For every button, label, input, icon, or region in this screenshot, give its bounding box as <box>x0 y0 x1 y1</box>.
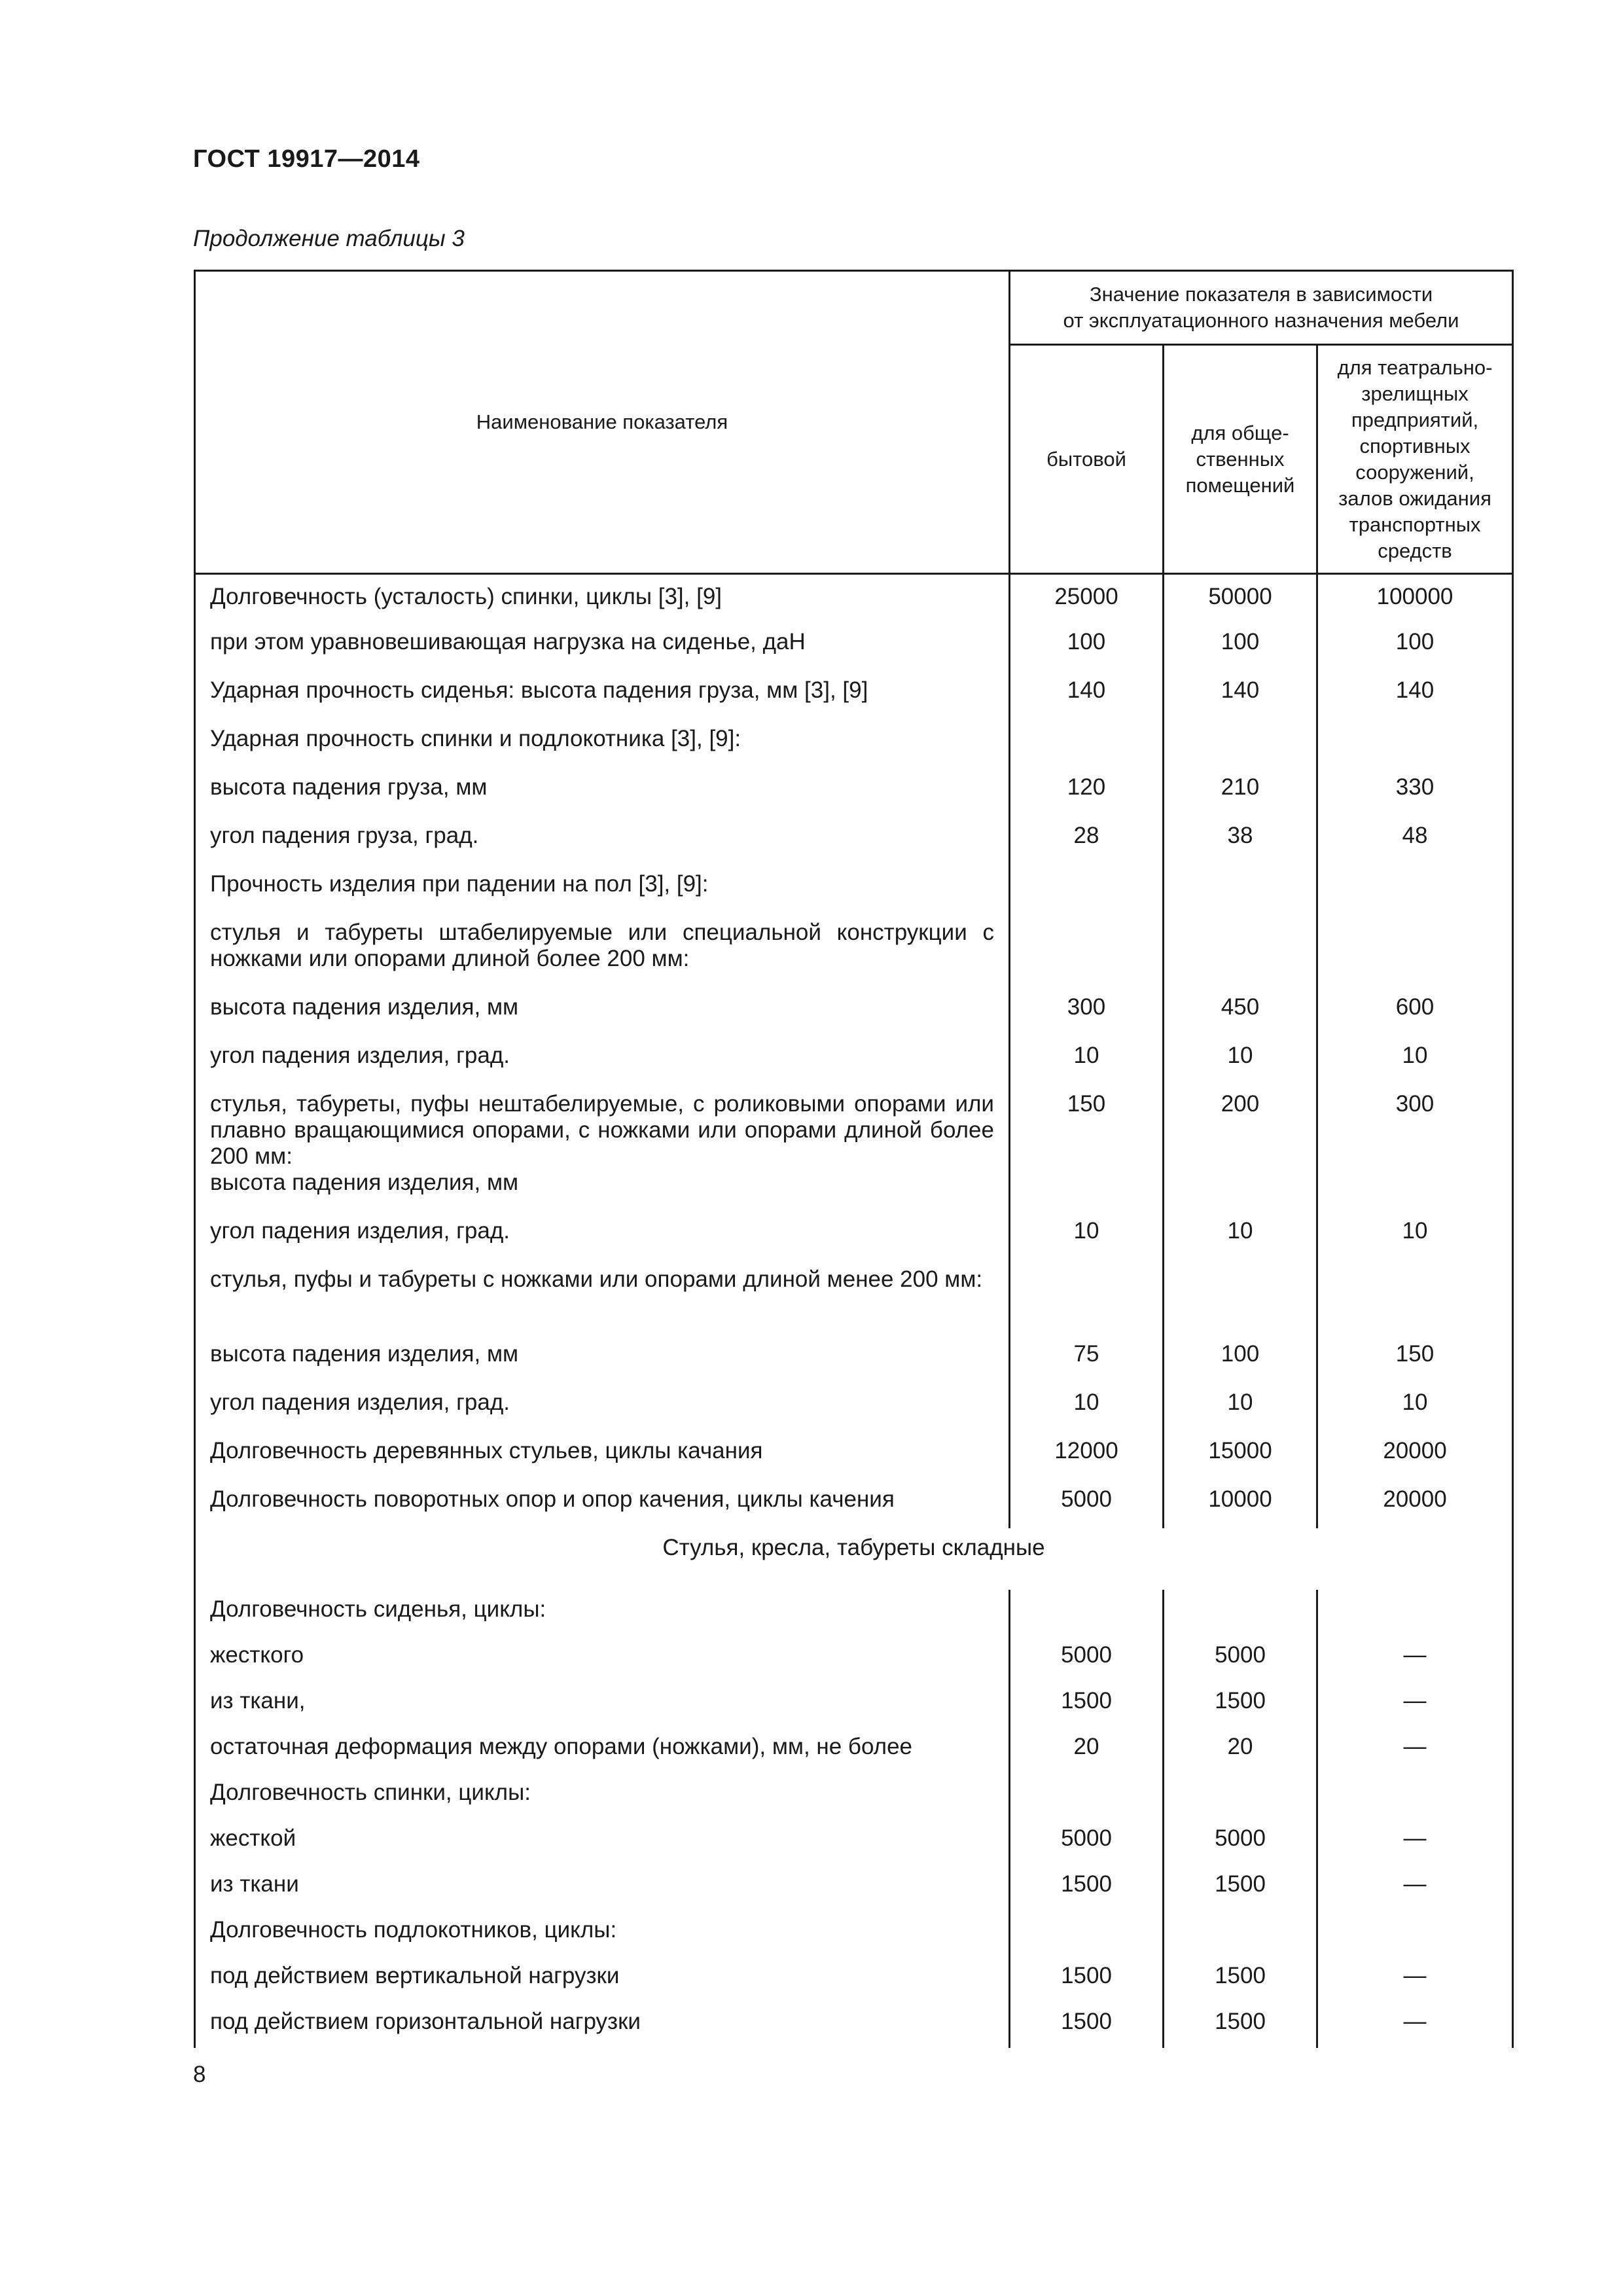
row-value-public: 10 <box>1164 1036 1317 1085</box>
header-line: ственных <box>1196 447 1285 471</box>
table-row <box>195 574 1513 622</box>
row-value-household <box>1010 1260 1164 1335</box>
row-value-public: 10000 <box>1164 1480 1317 1528</box>
row-value-public: 100 <box>1164 622 1317 671</box>
document-title: ГОСТ 19917—2014 <box>193 145 420 173</box>
row-value-household: 10 <box>1010 1036 1164 1085</box>
row-value-theaters: 100000 <box>1317 574 1513 622</box>
row-value-theaters <box>1317 1260 1513 1335</box>
row-name: под действием вертикальной нагрузки <box>195 1956 1010 2002</box>
row-value-household: 1500 <box>1010 1681 1164 1727</box>
row-value-theaters <box>1317 1910 1513 1956</box>
row-name: из ткани, <box>195 1681 1010 1727</box>
row-value-theaters: — <box>1317 1727 1513 1773</box>
row-value-theaters: 150 <box>1317 1335 1513 1383</box>
row-name-part: высота падения изделия, мм <box>210 1169 519 1195</box>
table-row <box>195 1335 1513 1383</box>
row-value-household: 150 <box>1010 1085 1164 1211</box>
row-name: угол падения изделия, град. <box>195 1036 1010 1085</box>
row-value-theaters: — <box>1317 1956 1513 2002</box>
row-value-theaters: 10 <box>1317 1211 1513 1260</box>
row-value-public: 100 <box>1164 1335 1317 1383</box>
row-value-public <box>1164 913 1317 988</box>
table-row <box>195 1910 1513 1956</box>
table-row <box>195 1480 1513 1528</box>
row-value-public: 50000 <box>1164 574 1317 622</box>
table-row <box>195 1636 1513 1681</box>
row-value-theaters: — <box>1317 1865 1513 1910</box>
row-value-theaters: 20000 <box>1317 1480 1513 1528</box>
table-row <box>195 988 1513 1036</box>
row-name: Долговечность поворотных опор и опор качения, циклы качения <box>195 1480 1010 1528</box>
table-row <box>195 1681 1513 1727</box>
table-row <box>195 1085 1513 1211</box>
row-name: угол падения груза, град. <box>195 816 1010 865</box>
row-name: стулья, пуфы и табуреты с ножками или опорами длиной менее 200 мм: <box>195 1260 1010 1335</box>
row-name: Долговечность (усталость) спинки, циклы [3], [9] <box>195 574 1010 622</box>
row-name: высота падения груза, мм <box>195 768 1010 816</box>
row-name: Ударная прочность сиденья: высота падения груза, мм [3], [9] <box>195 671 1010 719</box>
header-household: бытовой <box>1010 345 1164 574</box>
header-value-group <box>1010 271 1513 345</box>
row-value-household <box>1010 719 1164 768</box>
table-row <box>195 1590 1513 1636</box>
header-line: помещений <box>1185 473 1295 497</box>
row-value-theaters: 10 <box>1317 1383 1513 1431</box>
row-value-household: 5000 <box>1010 1819 1164 1865</box>
row-value-household: 120 <box>1010 768 1164 816</box>
row-value-public <box>1164 1773 1317 1819</box>
row-value-theaters: 140 <box>1317 671 1513 719</box>
row-value-theaters <box>1317 1590 1513 1636</box>
row-value-household: 5000 <box>1010 1480 1164 1528</box>
header-line: средств <box>1378 539 1452 562</box>
row-name: Долговечность спинки, циклы: <box>195 1773 1010 1819</box>
row-value-household: 1500 <box>1010 1956 1164 2002</box>
row-value-theaters: 48 <box>1317 816 1513 865</box>
row-value-public: 1500 <box>1164 1956 1317 2002</box>
section-row <box>195 1528 1513 1590</box>
page-number: 8 <box>193 2062 206 2087</box>
indicator-table <box>194 270 1514 2048</box>
row-value-household: 5000 <box>1010 1636 1164 1681</box>
row-value-household: 20 <box>1010 1727 1164 1773</box>
table-row <box>195 865 1513 913</box>
row-name: Прочность изделия при падении на пол [3], [9]: <box>195 865 1010 913</box>
row-value-theaters: 330 <box>1317 768 1513 816</box>
table-row <box>195 1727 1513 1773</box>
row-name: из ткани <box>195 1865 1010 1910</box>
row-value-public <box>1164 1590 1317 1636</box>
row-value-theaters: — <box>1317 1681 1513 1727</box>
row-value-theaters <box>1317 1773 1513 1819</box>
row-value-public: 10 <box>1164 1211 1317 1260</box>
table-caption: Продолжение таблицы 3 <box>193 226 465 251</box>
row-name: жесткой <box>195 1819 1010 1865</box>
header-line: предприятий, <box>1351 408 1479 431</box>
table-row <box>195 1865 1513 1910</box>
table-row <box>195 1260 1513 1335</box>
row-value-household <box>1010 865 1164 913</box>
table-row <box>195 1773 1513 1819</box>
row-value-public: 210 <box>1164 768 1317 816</box>
row-value-public: 1500 <box>1164 1681 1317 1727</box>
row-name: Долговечность подлокотников, циклы: <box>195 1910 1010 1956</box>
row-value-household: 10 <box>1010 1211 1164 1260</box>
row-value-public: 10 <box>1164 1383 1317 1431</box>
row-value-theaters: — <box>1317 1636 1513 1681</box>
header-group-line: Значение показателя в зависимости <box>1089 283 1433 306</box>
table-row <box>195 671 1513 719</box>
header-public-premises <box>1164 345 1317 574</box>
row-value-household: 25000 <box>1010 574 1164 622</box>
row-value-household <box>1010 1910 1164 1956</box>
row-value-household <box>1010 913 1164 988</box>
row-name: Долговечность деревянных стульев, циклы качания <box>195 1431 1010 1480</box>
row-value-public: 5000 <box>1164 1819 1317 1865</box>
row-name: при этом уравновешивающая нагрузка на сиденье, даН <box>195 622 1010 671</box>
row-value-theaters: — <box>1317 1819 1513 1865</box>
header-line: сооружений, <box>1355 460 1474 484</box>
header-line: спортивных <box>1359 434 1471 457</box>
header-line: для обще- <box>1191 421 1289 444</box>
row-value-public <box>1164 865 1317 913</box>
row-value-theaters: — <box>1317 2002 1513 2048</box>
table-row <box>195 2002 1513 2048</box>
row-value-public: 450 <box>1164 988 1317 1036</box>
row-name <box>195 1085 1010 1211</box>
header-line: зрелищных <box>1361 382 1469 405</box>
row-value-theaters: 600 <box>1317 988 1513 1036</box>
row-value-household: 10 <box>1010 1383 1164 1431</box>
row-value-theaters <box>1317 865 1513 913</box>
row-value-household: 75 <box>1010 1335 1164 1383</box>
row-value-household: 1500 <box>1010 2002 1164 2048</box>
header-group-line: от эксплуатационного назначения мебели <box>1063 309 1459 332</box>
row-value-household <box>1010 1773 1164 1819</box>
row-name: Долговечность сиденья, циклы: <box>195 1590 1010 1636</box>
row-value-public: 15000 <box>1164 1431 1317 1480</box>
row-value-public: 1500 <box>1164 1865 1317 1910</box>
section-title: Стулья, кресла, табуреты складные <box>195 1528 1513 1590</box>
row-name: угол падения изделия, град. <box>195 1383 1010 1431</box>
row-value-public <box>1164 719 1317 768</box>
table-row <box>195 768 1513 816</box>
row-value-theaters: 100 <box>1317 622 1513 671</box>
row-value-household: 1500 <box>1010 1865 1164 1910</box>
row-value-household: 300 <box>1010 988 1164 1036</box>
table-row <box>195 1211 1513 1260</box>
table-row <box>195 816 1513 865</box>
row-name: стулья и табуреты штабелируемые или специальной конструкции с ножками или опорами длиной более 200 мм: <box>195 913 1010 988</box>
header-indicator-name: Наименование показателя <box>195 271 1010 574</box>
table-row <box>195 1036 1513 1085</box>
table-row <box>195 1956 1513 2002</box>
row-name: под действием горизонтальной нагрузки <box>195 2002 1010 2048</box>
row-name: жесткого <box>195 1636 1010 1681</box>
row-value-public: 140 <box>1164 671 1317 719</box>
table-row <box>195 1383 1513 1431</box>
row-value-public: 38 <box>1164 816 1317 865</box>
row-name: угол падения изделия, град. <box>195 1211 1010 1260</box>
table-row <box>195 1431 1513 1480</box>
table-row <box>195 1819 1513 1865</box>
row-name: высота падения изделия, мм <box>195 1335 1010 1383</box>
table-row <box>195 719 1513 768</box>
row-value-public: 20 <box>1164 1727 1317 1773</box>
row-value-theaters <box>1317 719 1513 768</box>
header-line: для театрально- <box>1337 355 1493 379</box>
row-value-household: 12000 <box>1010 1431 1164 1480</box>
row-name: Ударная прочность спинки и подлокотника [3], [9]: <box>195 719 1010 768</box>
header-theaters-sports <box>1317 345 1513 574</box>
row-value-public: 5000 <box>1164 1636 1317 1681</box>
header-line: залов ожидания <box>1338 486 1491 510</box>
row-value-public <box>1164 1910 1317 1956</box>
row-value-public <box>1164 1260 1317 1335</box>
table-row <box>195 913 1513 988</box>
row-name-part: стулья, табуреты, пуфы нештабелируемые, с роликовыми опорами или плавно вращающимися опорами, с ножками или опорами длиной более 200 мм: <box>210 1090 994 1169</box>
row-name: высота падения изделия, мм <box>195 988 1010 1036</box>
row-value-household: 140 <box>1010 671 1164 719</box>
row-value-public: 1500 <box>1164 2002 1317 2048</box>
header-line: транспортных <box>1349 512 1481 536</box>
row-value-theaters: 10 <box>1317 1036 1513 1085</box>
row-value-public: 200 <box>1164 1085 1317 1211</box>
row-name: остаточная деформация между опорами (ножками), мм, не более <box>195 1727 1010 1773</box>
row-value-household <box>1010 1590 1164 1636</box>
row-value-household: 28 <box>1010 816 1164 865</box>
row-value-theaters: 20000 <box>1317 1431 1513 1480</box>
table-row <box>195 622 1513 671</box>
row-value-household: 100 <box>1010 622 1164 671</box>
row-value-theaters: 300 <box>1317 1085 1513 1211</box>
row-value-theaters <box>1317 913 1513 988</box>
